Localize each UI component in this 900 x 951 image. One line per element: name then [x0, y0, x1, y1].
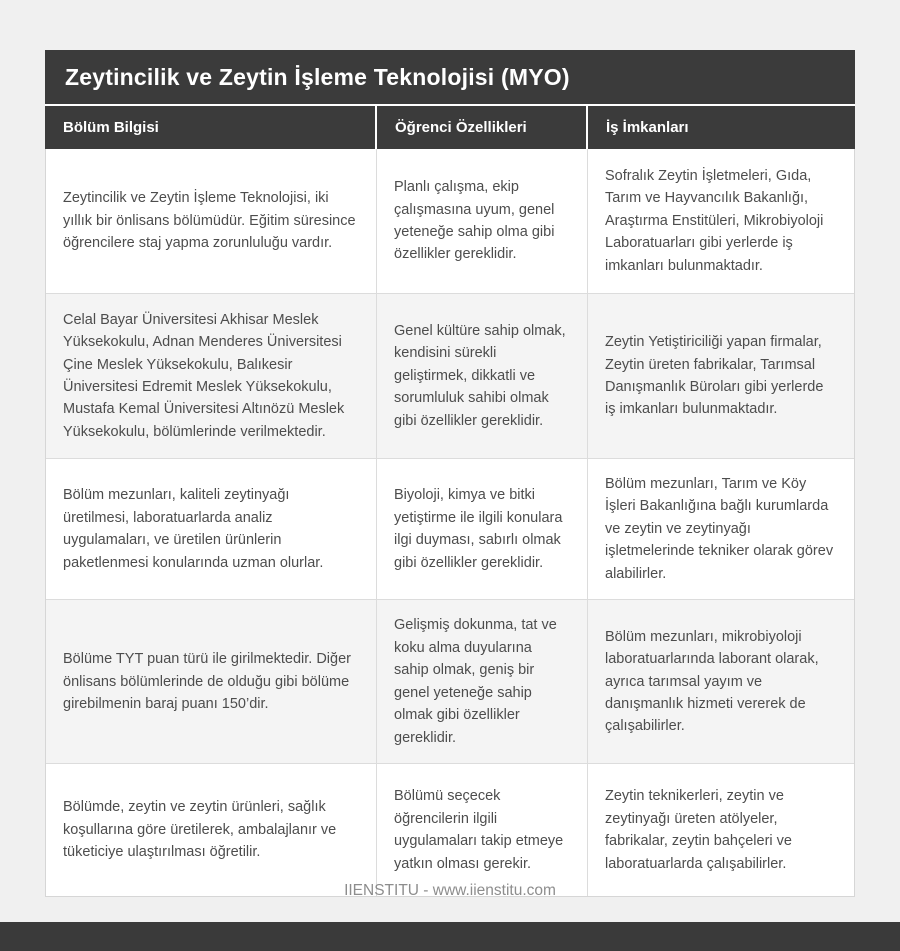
- table-cell: Gelişmiş dokunma, tat ve koku alma duyularına sahip olmak, geniş bir genel yeteneğe sahip olmak gibi özellikler gereklidir.: [376, 600, 587, 763]
- table-header-row: [45, 104, 855, 149]
- table-row: [46, 458, 854, 599]
- table-cell: Zeytin teknikerleri, zeytin ve zeytinyağı üreten atölyeler, fabrikalar, zeytin bahçeleri ve laboratuarlarda çalışabilirler.: [587, 764, 854, 896]
- table-cell: Genel kültüre sahip olmak, kendisini sürekli geliştirmek, dikkatli ve sorumluluk sahibi olmak gibi özellikler gereklidir.: [376, 294, 587, 458]
- table-cell: Sofralık Zeytin İşletmeleri, Gıda, Tarım ve Hayvancılık Bakanlığı, Araştırma Enstitüleri, Mikrobiyoloji Laboratuarları gibi yerlerde iş imkanları bulunmaktadır.: [587, 149, 854, 293]
- table-cell: Planlı çalışma, ekip çalışmasına uyum, genel yeteneğe sahip olma gibi özellikler gereklidir.: [376, 149, 587, 293]
- table-cell: Biyoloji, kimya ve bitki yetiştirme ile ilgili konulara ilgi duyması, sabırlı olmak gibi özellikler gereklidir.: [376, 459, 587, 599]
- table-cell: Bölüme TYT puan türü ile girilmektedir. Diğer önlisans bölümlerinde de olduğu gibi bölüme girebilmenin baraj puanı 150’dir.: [46, 600, 376, 763]
- bottom-bar: [0, 922, 900, 951]
- table-row: [46, 149, 854, 293]
- column-header-ogrenci-ozellikleri: Öğrenci Özellikleri: [375, 106, 586, 149]
- footer-text: IIENSTITU - www.iienstitu.com: [344, 882, 556, 899]
- table-cell: Bölümü seçecek öğrencilerin ilgili uygulamaları takip etmeye yatkın olması gerekir.: [376, 764, 587, 896]
- table-row: [46, 763, 854, 896]
- table-cell: Bölüm mezunları, Tarım ve Köy İşleri Bakanlığına bağlı kurumlarda ve zeytin ve zeytinyağı işletmelerinde tekniker olarak görev alabilirler.: [587, 459, 854, 599]
- table-row: [46, 293, 854, 458]
- table-title: Zeytincilik ve Zeytin İşleme Teknolojisi (MYO): [45, 50, 855, 104]
- table-cell: Bölüm mezunları, kaliteli zeytinyağı üretilmesi, laboratuarlarda analiz uygulamaları, ve üretilen ürünlerin paketlenmesi konularında uzman olurlar.: [46, 459, 376, 599]
- table-cell: Zeytin Yetiştiriciliği yapan firmalar, Zeytin üreten fabrikalar, Tarımsal Danışmanlık Büroları gibi yerlerde iş imkanları bulunmaktadır.: [587, 294, 854, 458]
- program-info-table: [45, 50, 855, 897]
- column-header-bolum-bilgisi: Bölüm Bilgisi: [45, 106, 375, 149]
- table-body: [45, 149, 855, 897]
- table-cell: Celal Bayar Üniversitesi Akhisar Meslek Yüksekokulu, Adnan Menderes Üniversitesi Çine Meslek Yüksekokulu, Balıkesir Üniversitesi Edremit Meslek Yüksekokulu, Mustafa Kemal Üniversitesi Altınözü Meslek Yüksekokulu, bölümlerinde verilmektedir.: [46, 294, 376, 458]
- table-cell: Zeytincilik ve Zeytin İşleme Teknolojisi, iki yıllık bir önlisans bölümüdür. Eğitim süresince öğrencilere staj yapma zorunluluğu vardır.: [46, 149, 376, 293]
- table-cell: Bölüm mezunları, mikrobiyoloji laboratuarlarında laborant olarak, ayrıca tarımsal yayım ve danışmanlık hizmeti vererek de çalışabilirler.: [587, 600, 854, 763]
- table-cell: Bölümde, zeytin ve zeytin ürünleri, sağlık koşullarına göre üretilerek, ambalajlanır ve tüketiciye ulaştırılması öğretilir.: [46, 764, 376, 896]
- table-row: [46, 599, 854, 763]
- column-header-is-imkanlari: İş İmkanları: [586, 106, 855, 149]
